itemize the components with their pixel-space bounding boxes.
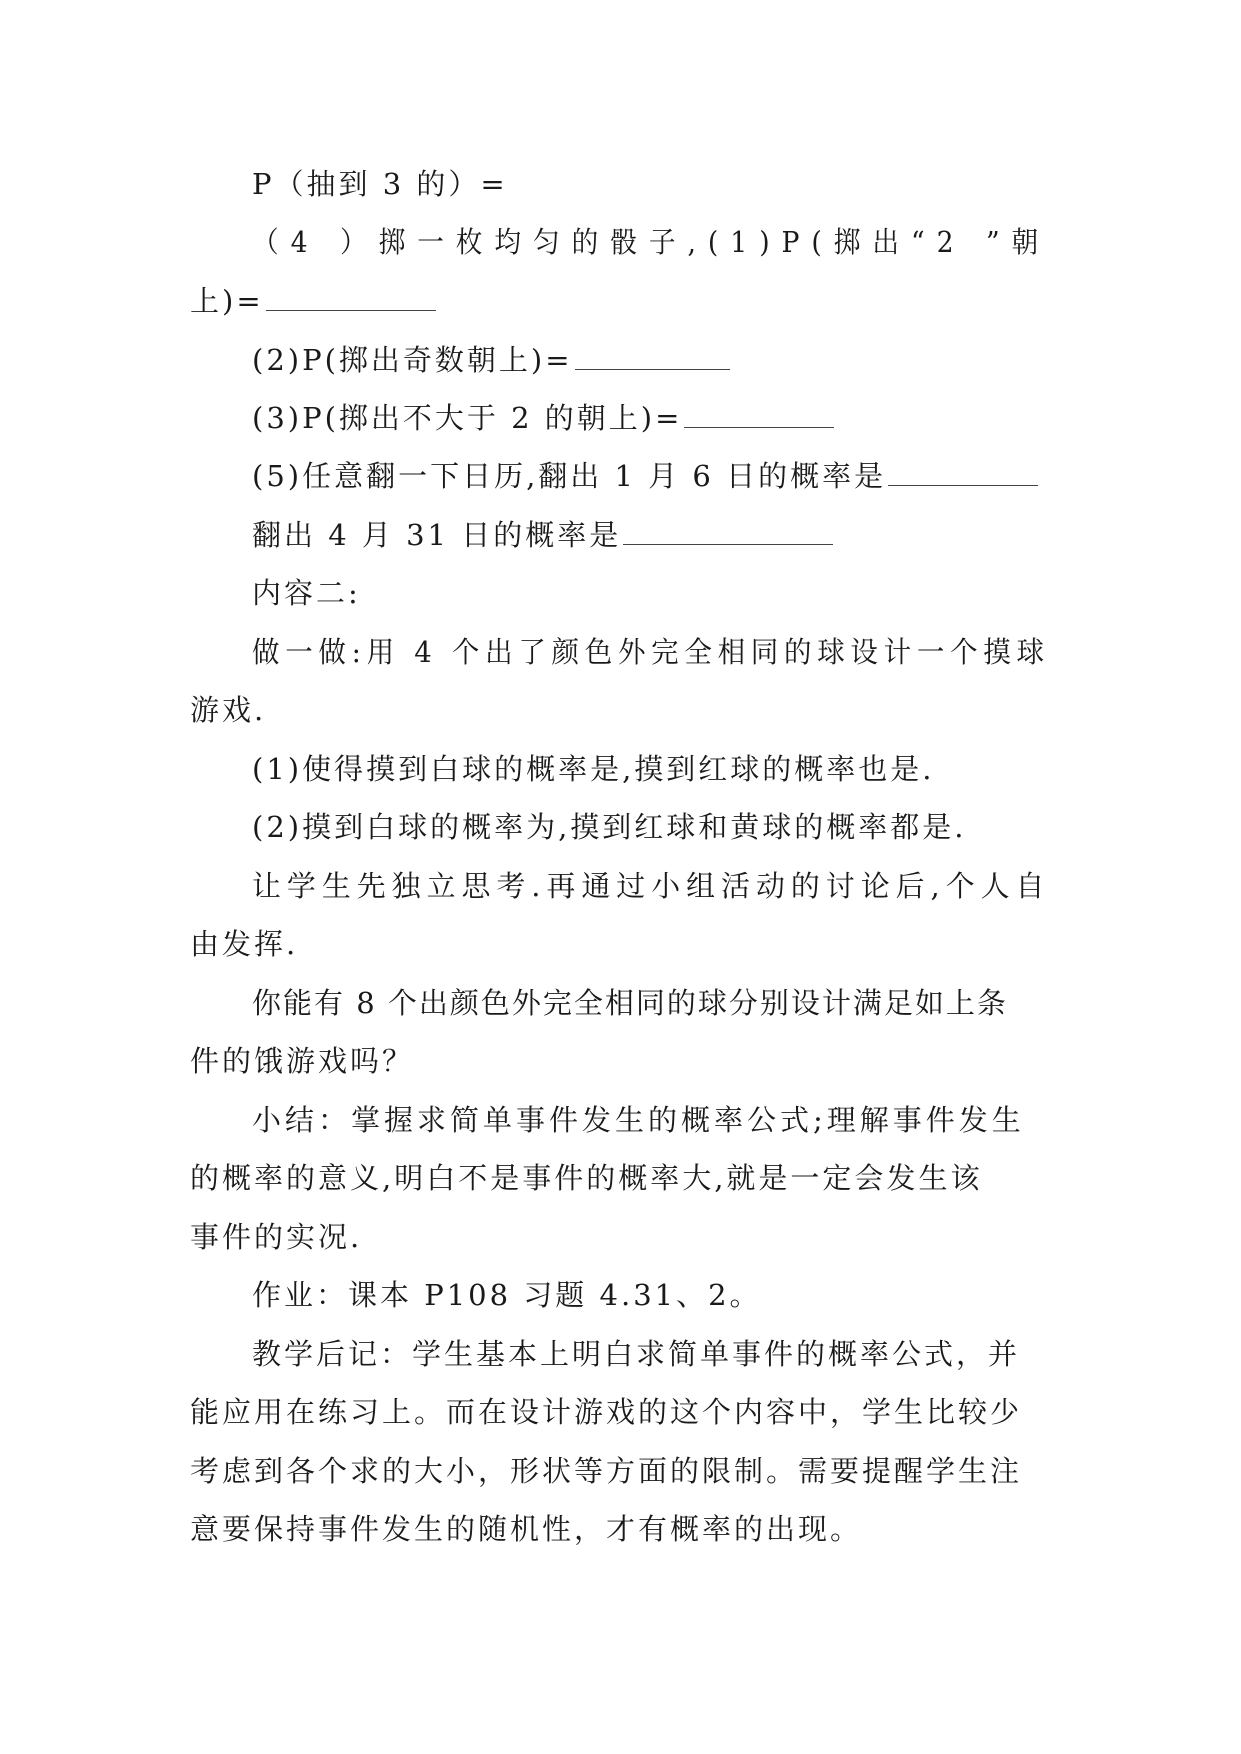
text-line: [190, 1217, 362, 1257]
text-line: [252, 515, 833, 555]
line-text: (3)P(掷出不大于 2 的朝上)=: [252, 401, 683, 435]
text-line: [252, 1100, 1025, 1140]
text-line: [252, 1334, 1020, 1374]
line-text: 教学后记：学生基本上明白求简单事件的概率公式，并: [252, 1337, 1021, 1371]
answer-blank: [575, 341, 730, 370]
line-text: 能应用在练习上。而在设计游戏的这个内容中，学生比较少: [190, 1395, 1023, 1429]
text-line: [190, 1509, 862, 1549]
answer-blank: [266, 282, 436, 311]
text-line: [190, 1041, 414, 1081]
line-text: 内容二:: [252, 576, 361, 610]
section-heading: [252, 573, 361, 613]
text-line: [190, 1392, 1022, 1432]
text-line: [190, 281, 436, 321]
text-line: [252, 398, 834, 438]
text-line: [252, 1275, 762, 1315]
text-line: [252, 632, 1050, 672]
line-text: （4 ）掷一枚均匀的骰子,(1)P(掷出“2 ”朝: [252, 225, 1051, 259]
line-text: 的概率的意义,明白不是事件的概率大,就是一定会发生该: [190, 1161, 983, 1195]
line-text: 小结：掌握求简单事件发生的概率公式;理解事件发生: [252, 1103, 1025, 1137]
line-text: (5)任意翻一下日历,翻出 1 月 6 日的概率是: [252, 459, 887, 493]
line-text: 上)=: [190, 284, 264, 318]
line-text: 件的饿游戏吗？: [190, 1044, 415, 1078]
line-text: 让学生先独立思考.再通过小组活动的讨论后,个人自: [252, 869, 1051, 903]
text-line: [252, 807, 967, 847]
text-line: [190, 1158, 982, 1198]
text-line: [252, 983, 1008, 1023]
answer-blank: [888, 457, 1038, 486]
text-line: [252, 340, 730, 380]
line-text: 你能有 8 个出颜色外完全相同的球分别设计满足如上条: [252, 986, 1008, 1020]
text-line: [252, 866, 1050, 906]
line-text: P（抽到 3 的）=: [252, 167, 508, 201]
line-text: 作业：课本 P108 习题 4.31、2。: [252, 1278, 762, 1312]
line-text: (2)P(掷出奇数朝上)=: [252, 343, 573, 377]
line-text: 事件的实况.: [190, 1220, 363, 1254]
text-line: [190, 924, 298, 964]
line-text: 意要保持事件发生的随机性，才有概率的出现。: [190, 1512, 863, 1546]
text-line: [252, 164, 508, 204]
answer-blank: [623, 516, 833, 545]
line-text: (1)使得摸到白球的概率是,摸到红球的概率也是.: [252, 752, 935, 786]
line-text: 由发挥.: [190, 927, 299, 961]
text-line: [190, 690, 266, 730]
line-text: (2)摸到白球的概率为,摸到红球和黄球的概率都是.: [252, 810, 967, 844]
answer-blank: [684, 399, 834, 428]
line-text: 考虑到各个求的大小，形状等方面的限制。需要提醒学生注: [190, 1454, 1023, 1488]
line-text: 翻出 4 月 31 日的概率是: [252, 518, 622, 552]
line-text: 做一做:用 4 个出了颜色外完全相同的球设计一个摸球: [252, 635, 1050, 669]
text-line: [252, 749, 935, 789]
text-line: [252, 456, 1038, 496]
text-line: [252, 222, 1050, 262]
text-line: [190, 1451, 1022, 1491]
line-text: 游戏.: [190, 693, 267, 727]
